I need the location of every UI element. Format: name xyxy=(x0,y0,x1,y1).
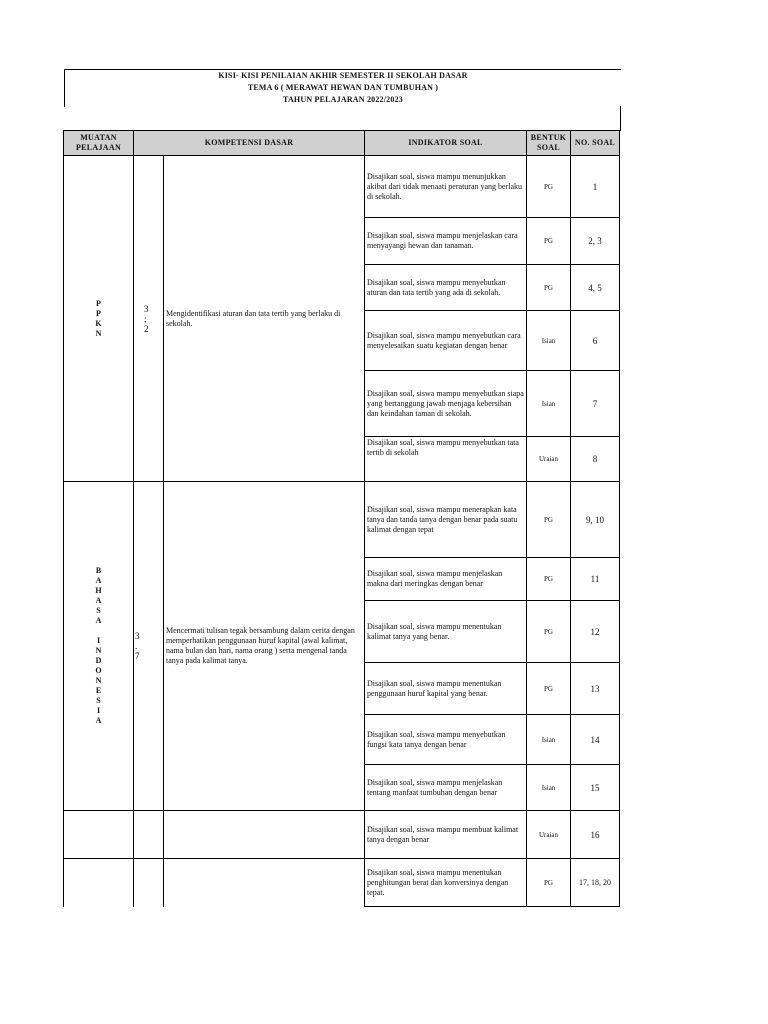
table-row xyxy=(64,482,620,558)
bentuk-cell: PG xyxy=(527,558,571,601)
kd-code-bahasa: 3 . 7 xyxy=(134,482,164,811)
no-soal-cell: 12 xyxy=(571,601,620,663)
bentuk-cell: PG xyxy=(527,156,571,218)
no-soal-cell: 13 xyxy=(571,663,620,715)
no-soal-cell: 15 xyxy=(571,765,620,811)
table-row xyxy=(64,811,620,859)
no-soal-cell: 8 xyxy=(571,437,620,482)
bentuk-cell: PG xyxy=(527,601,571,663)
indicator-cell: Disajikan soal, siswa mampu menentukan penghitungan berat dan konversinya dengan tepat. xyxy=(365,859,527,907)
indicator-cell: Disajikan soal, siswa mampu menyebutkan cara menyelesaikan suatu kegiatan dengan benar xyxy=(365,311,527,371)
indicator-cell: Disajikan soal, siswa mampu menentukan penggunaan huruf kapital yang benar. xyxy=(365,663,527,715)
indicator-cell: Disajikan soal, siswa mampu menyebutkan aturan dan tata tertib yang ada di sekolah. xyxy=(365,265,527,311)
indicator-cell: Disajikan soal, siswa mampu membuat kalimat tanya dengan benar xyxy=(365,811,527,859)
empty-subject-cell xyxy=(64,811,134,859)
empty-code-cell xyxy=(134,811,164,859)
no-soal-cell: 16 xyxy=(571,811,620,859)
no-soal-cell: 7 xyxy=(571,371,620,437)
no-soal-cell: 1 xyxy=(571,156,620,218)
header-border-stub xyxy=(620,106,621,131)
col-header-no-soal: NO. SOAL xyxy=(571,131,620,156)
col-header-indikator: INDIKATOR SOAL xyxy=(365,131,527,156)
col-header-muatan: MUATAN PELAJAAN xyxy=(64,131,134,156)
empty-subject-cell xyxy=(64,859,134,907)
indicator-cell: Disajikan soal, siswa mampu menjelaskan tentang manfaat tumbuhan dengan benar xyxy=(365,765,527,811)
empty-code-cell xyxy=(134,859,164,907)
indicator-cell: Disajikan soal, siswa mampu menerapkan kata tanya dan tanda tanya dengan benar pada suatu kalimat dengan tepat xyxy=(365,482,527,558)
no-soal-cell: 14 xyxy=(571,715,620,765)
indicator-cell: Disajikan soal, siswa mampu menyebutkan siapa yang bertanggung jawab menjaga kebersihan dan keindahan taman di sekolah. xyxy=(365,371,527,437)
empty-kd-cell xyxy=(164,811,365,859)
empty-kd-cell xyxy=(164,859,365,907)
kd-code-ppkn: 3 ; 2 xyxy=(134,156,164,482)
indicator-cell: Disajikan soal, siswa mampu menyebutkan tata tertib di sekolah xyxy=(365,437,527,482)
kd-text-bahasa: Mencermati tulisan tegak bersambung dalam cerita dengan memperhatikan penggunaan huruf kapital (awal kalimat, nama bulan dan hari, nama orang ) serta mengenal tanda tanya pada kalimat tanya. xyxy=(164,482,365,811)
bentuk-cell: PG xyxy=(527,859,571,907)
bentuk-cell: Isian xyxy=(527,715,571,765)
no-soal-cell: 2, 3 xyxy=(571,218,620,265)
indicator-cell: Disajikan soal, siswa mampu menunjukkan akibat dari tidak menaati peraturan yang berlaku di sekolah. xyxy=(365,156,527,218)
bentuk-cell: Isian xyxy=(527,371,571,437)
header-title: KISI- KISI PENILAIAN AKHIR SEMESTER II SEKOLAH DASAR xyxy=(218,71,468,80)
document-header xyxy=(64,69,621,107)
header-theme: TEMA 6 ( MERAWAT HEWAN DAN TUMBUHAN ) xyxy=(247,83,439,92)
subject-bahasa-indonesia: B A H A S A I N D O N E S I A xyxy=(64,482,134,811)
kisi-kisi-table xyxy=(63,130,620,907)
header-row xyxy=(64,131,620,156)
subject-ppkn: P P K N xyxy=(64,156,134,482)
indicator-cell: Disajikan soal, siswa mampu menjelaskan cara menyayangi hewan dan tanaman. xyxy=(365,218,527,265)
kd-text-ppkn: Mengidentifikasi aturan dan tata tertib yang berlaku di sekolah. xyxy=(164,156,365,482)
bentuk-cell: PG xyxy=(527,663,571,715)
header-year: TAHUN PELAJARAN 2022/2023 xyxy=(283,95,403,104)
bentuk-cell: Isian xyxy=(527,311,571,371)
bentuk-cell: Uraian xyxy=(527,437,571,482)
table-row xyxy=(64,156,620,218)
col-header-kompetensi: KOMPETENSI DASAR xyxy=(134,131,365,156)
no-soal-cell: 9, 10 xyxy=(571,482,620,558)
col-header-bentuk: BENTUK SOAL xyxy=(527,131,571,156)
indicator-cell: Disajikan soal, siswa mampu menyebutkan fungsi kata tanya dengan benar xyxy=(365,715,527,765)
bentuk-cell: PG xyxy=(527,265,571,311)
bentuk-cell: Isian xyxy=(527,765,571,811)
no-soal-cell: 17, 18, 20 xyxy=(571,859,620,907)
no-soal-cell: 4, 5 xyxy=(571,265,620,311)
indicator-cell: Disajikan soal, siswa mampu menentukan kalimat tanya yang benar. xyxy=(365,601,527,663)
table-row xyxy=(64,859,620,907)
no-soal-cell: 11 xyxy=(571,558,620,601)
bentuk-cell: Uraian xyxy=(527,811,571,859)
no-soal-cell: 6 xyxy=(571,311,620,371)
indicator-cell: Disajikan soal, siswa mampu menjelaskan makna dari meringkas dengan benar xyxy=(365,558,527,601)
bentuk-cell: PG xyxy=(527,482,571,558)
bentuk-cell: PG xyxy=(527,218,571,265)
